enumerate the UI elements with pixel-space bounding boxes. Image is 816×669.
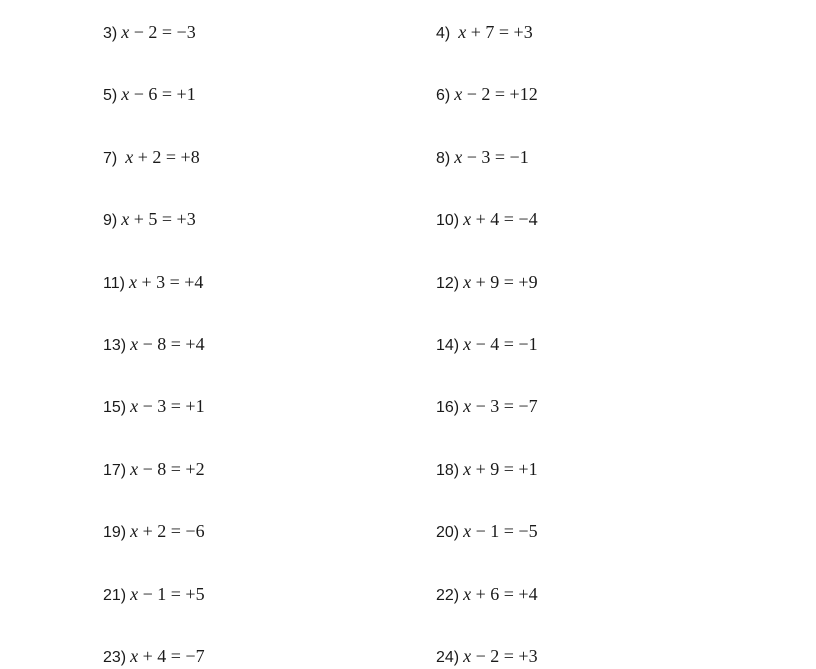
variable: x [130,459,139,479]
equation [129,272,203,292]
variable: x [463,646,472,666]
problem-number: 5) [103,87,118,104]
problem-8 [436,146,529,168]
problem-number: 3) [103,25,118,42]
problem-number: 10) [436,212,460,229]
variable: x [130,584,139,604]
problem-22 [436,583,538,605]
equation-rest: − 8 = +4 [138,334,205,354]
problem-number: 19) [103,524,127,541]
equation [130,646,204,666]
variable: x [458,22,467,42]
variable: x [130,334,139,354]
equation-rest: − 3 = +1 [138,396,205,416]
equation [463,584,537,604]
equation-rest: + 2 = −6 [138,521,205,541]
problem-5 [103,83,196,105]
equation-rest: + 2 = +8 [133,147,200,167]
problem-19 [103,520,205,542]
equation [463,334,537,354]
problem-number: 13) [103,337,127,354]
variable: x [130,646,139,666]
problem-23 [103,645,205,667]
problem-number: 22) [436,587,460,604]
problem-number: 20) [436,524,460,541]
equation-rest: − 3 = −1 [462,147,529,167]
equation-rest: − 1 = −5 [471,521,538,541]
equation-rest: − 3 = −7 [471,396,538,416]
problem-number: 16) [436,399,460,416]
problem-24 [436,645,538,667]
equation-rest: + 7 = +3 [466,22,533,42]
problem-number: 24) [436,649,460,666]
equation-rest: + 4 = −7 [138,646,205,666]
equation [463,459,537,479]
variable: x [121,84,130,104]
equation [121,84,195,104]
variable: x [463,334,472,354]
equation [458,22,532,42]
problem-17 [103,458,205,480]
variable: x [463,584,472,604]
problem-number: 4) [436,25,451,42]
problem-18 [436,458,538,480]
variable: x [121,22,130,42]
problem-9 [103,208,196,230]
problem-15 [103,395,205,417]
variable: x [463,209,472,229]
equation [130,584,204,604]
variable: x [463,396,472,416]
equation-rest: − 4 = −1 [471,334,538,354]
variable: x [128,272,137,292]
variable: x [121,209,130,229]
problem-number: 23) [103,649,127,666]
problem-number: 9) [103,212,118,229]
equation [463,209,537,229]
problem-3 [103,21,196,43]
equation [130,459,204,479]
equation-rest: − 1 = +5 [138,584,205,604]
problem-number: 11) [103,275,125,292]
equation-rest: + 6 = +4 [471,584,538,604]
problem-number: 17) [103,462,127,479]
variable: x [454,147,463,167]
problem-21 [103,583,205,605]
equation-rest: + 9 = +9 [471,272,538,292]
problem-16 [436,395,538,417]
equation [121,209,195,229]
problem-number: 7) [103,150,118,167]
equation-rest: − 2 = +3 [471,646,538,666]
equation [125,147,199,167]
equation [463,521,537,541]
variable: x [454,84,463,104]
equation-rest: − 8 = +2 [138,459,205,479]
equation [463,396,537,416]
problem-13 [103,333,205,355]
equation [130,334,204,354]
equation [454,84,537,104]
problem-20 [436,520,538,542]
variable: x [463,272,472,292]
problem-7 [103,146,200,168]
problem-number: 18) [436,462,460,479]
problem-14 [436,333,538,355]
equation [454,147,528,167]
problem-10 [436,208,538,230]
problem-11 [103,271,203,293]
equation-rest: − 2 = +12 [462,84,538,104]
problem-number: 21) [103,587,127,604]
equation [463,272,537,292]
equation-rest: − 2 = −3 [129,22,196,42]
variable: x [130,521,139,541]
equation [130,521,204,541]
problem-4 [436,21,533,43]
problem-number: 15) [103,399,127,416]
problem-number: 14) [436,337,460,354]
equation [130,396,204,416]
problem-number: 6) [436,87,451,104]
equation-rest: − 6 = +1 [129,84,196,104]
equation-rest: + 5 = +3 [129,209,196,229]
variable: x [125,147,134,167]
equation [121,22,195,42]
equation-rest: + 4 = −4 [471,209,538,229]
problem-number: 8) [436,150,451,167]
equation-rest: + 9 = +1 [471,459,538,479]
variable: x [130,396,139,416]
equation-rest: + 3 = +4 [136,272,204,292]
problem-number: 12) [436,275,460,292]
variable: x [463,521,472,541]
equation [463,646,537,666]
variable: x [463,459,472,479]
problem-12 [436,271,538,293]
problem-6 [436,83,538,105]
